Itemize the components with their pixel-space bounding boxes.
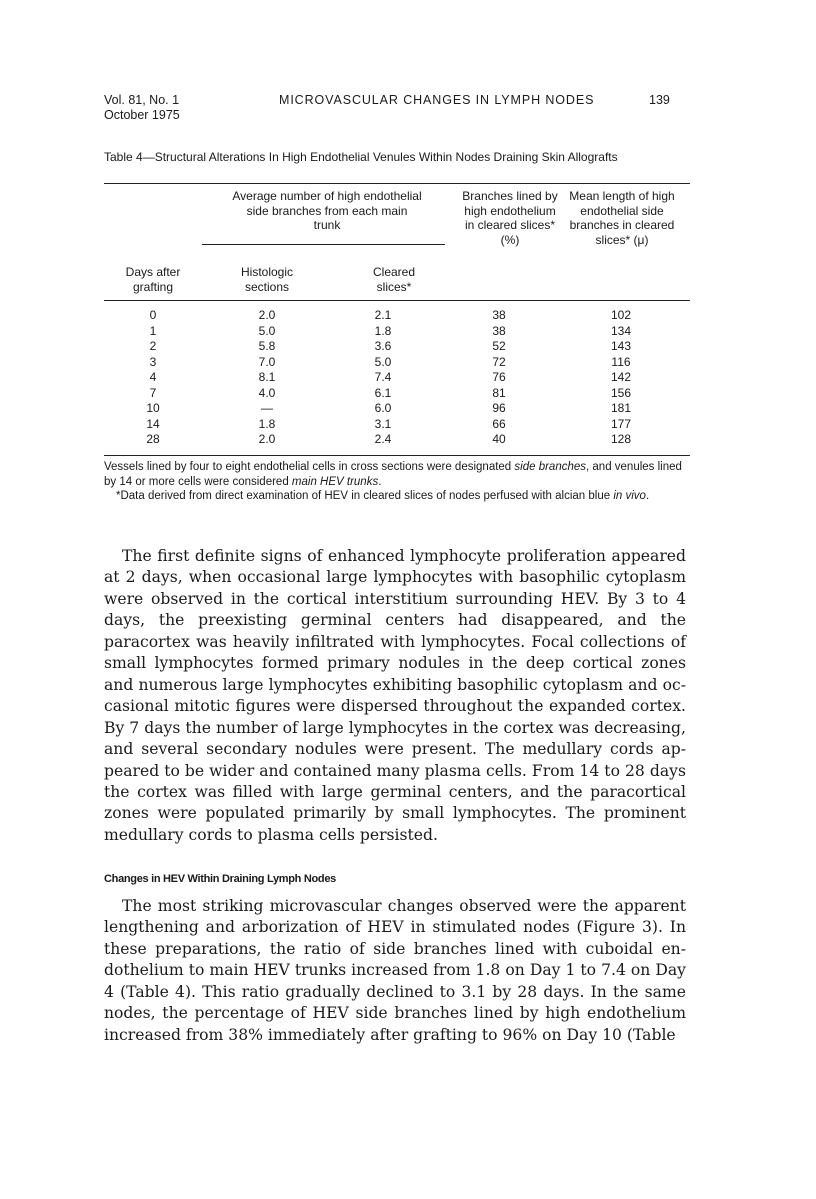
table-cell: 116 xyxy=(611,354,631,369)
table-cell: 7.0 xyxy=(258,354,276,369)
table-cell: — xyxy=(261,401,273,415)
table-cell: 102 xyxy=(610,308,632,322)
table-cell: 143 xyxy=(610,339,632,353)
table-cell: 1 xyxy=(149,323,157,338)
col-header-length: Mean length of high endothelial side branches in cleared slices* (μ) xyxy=(569,189,675,247)
table-cell: 2 xyxy=(149,339,157,353)
table-cell: 5.0 xyxy=(258,323,276,338)
table-cell: 5.0 xyxy=(374,354,392,369)
section-subheading: Changes in HEV Within Draining Lymph Nodes xyxy=(104,873,336,885)
col-header-cleared: Cleared slices* xyxy=(372,265,416,294)
table-cell: 96 xyxy=(492,401,506,415)
running-title: MICROVASCULAR CHANGES IN LYMPH NODES xyxy=(279,93,595,107)
table-top-rule xyxy=(104,183,690,184)
table-cell: 2.0 xyxy=(258,308,276,322)
table-cell: 14 xyxy=(146,416,160,431)
table-cell: 40 xyxy=(492,432,506,446)
table-cell: 52 xyxy=(492,339,506,353)
table-cell: 128 xyxy=(610,432,632,446)
group-header-rule xyxy=(202,244,445,245)
table-bottom-rule xyxy=(104,455,690,456)
col-days xyxy=(118,308,188,448)
table-cell: 76 xyxy=(492,370,506,384)
journal-issue xyxy=(104,93,180,123)
table-cell: 8.1 xyxy=(258,370,276,384)
volume-label: Vol. 81, No. 1 xyxy=(104,93,180,107)
footnote-definitions: Vessels lined by four to eight endothelial cells in cross sections were designated side branches, and venules lined by 14 or more cells were considered main HEV trunks. xyxy=(104,461,682,488)
col-header-histologic: Histologic sections xyxy=(240,265,294,294)
table-cell: 38 xyxy=(492,323,506,338)
table-cell: 81 xyxy=(492,385,506,400)
table-cell: 5.8 xyxy=(258,339,276,353)
table-cell: 10 xyxy=(146,401,160,415)
table-cell: 156 xyxy=(610,385,632,400)
group-header: Average number of high endothelial side branches from each main trunk xyxy=(232,189,422,233)
table-cell: 181 xyxy=(610,401,632,415)
col-branches xyxy=(464,308,534,448)
table-cell: 2.1 xyxy=(374,308,392,322)
body-paragraph-1: The first definite signs of enhanced lymphocyte proliferation appeared at 2 days, when occasional large lymphocytes with basophilic cytoplasm were observed in the cortical interstitium surrounding HEV. By 3 to 4 days, the preexisting germinal centers had disappeared, and the paracortex was heavily infiltrated with lymphocytes. Focal collections of small lymphocytes formed primary nodules in the deep cortical zones and numerous large lymphocytes exhibiting basophilic cytoplasm and occasional mitotic figures were dispersed throughout the expanded cortex. By 7 days the number of large lymphocytes in the cortex was decreasing, and several secondary nodules were present. The medullary cords appeared to be wider and contained many plasma cells. From 14 to 28 days the cortex was filled with large germinal centers, and the paracortical zones were populated primarily by small lymphocytes. The prominent medullary cords to plasma cells persisted. xyxy=(104,547,686,844)
table-cell: 177 xyxy=(610,416,632,431)
table-cell: 3.1 xyxy=(374,416,392,431)
table-head-rule xyxy=(104,300,690,301)
table-cell: 142 xyxy=(610,370,632,384)
footnote-data-source: *Data derived from direct examination of HEV in cleared slices of nodes perfused with alcian blue in vivo. xyxy=(116,490,650,502)
table-cell: 72 xyxy=(492,354,506,369)
table-cell: 0 xyxy=(149,308,157,322)
table-cell: 4.0 xyxy=(258,385,276,400)
col-header-branches: Branches lined by high endothelium in cleared slices* (%) xyxy=(462,189,558,247)
table-cell: 1.8 xyxy=(374,323,392,338)
col-cleared xyxy=(348,308,418,448)
table-cell: 66 xyxy=(492,416,506,431)
col-header-days: Days after grafting xyxy=(125,265,181,294)
table-cell: 7 xyxy=(149,385,157,400)
page-number: 139 xyxy=(649,93,670,107)
issue-date: October 1975 xyxy=(104,108,180,122)
table-cell: 38 xyxy=(492,308,506,322)
table-cell: 1.8 xyxy=(258,416,276,431)
table-cell: 28 xyxy=(146,432,160,446)
table-cell: 4 xyxy=(149,370,157,384)
table-caption: Table 4—Structural Alterations In High Endothelial Venules Within Nodes Draining Skin Allografts xyxy=(104,150,618,164)
body-paragraph-2: The most striking microvascular changes observed were the apparent lengthening and arborization of HEV in stimulated nodes (Figure 3). In these preparations, the ratio of side branches lined with cuboidal endothelium to main HEV trunks increased from 1.8 on Day 1 to 7.4 on Day 4 (Table 4). This ratio gradually declined to 3.1 by 28 days. In the same nodes, the percentage of HEV side branches lined by high endothelium increased from 38% immediately after grafting to 96% on Day 10 (Table xyxy=(104,897,686,1044)
table-cell: 3 xyxy=(149,354,157,369)
table-cell: 6.1 xyxy=(374,385,392,400)
table-cell: 3.6 xyxy=(374,339,392,353)
col-length xyxy=(586,308,656,448)
table-cell: 7.4 xyxy=(374,370,392,384)
col-histologic xyxy=(232,308,302,448)
table-cell: 6.0 xyxy=(374,401,392,415)
table-footnote xyxy=(104,460,686,504)
table-cell: 2.4 xyxy=(374,432,392,446)
table-cell: 2.0 xyxy=(258,432,276,446)
table-cell: 134 xyxy=(610,323,632,338)
